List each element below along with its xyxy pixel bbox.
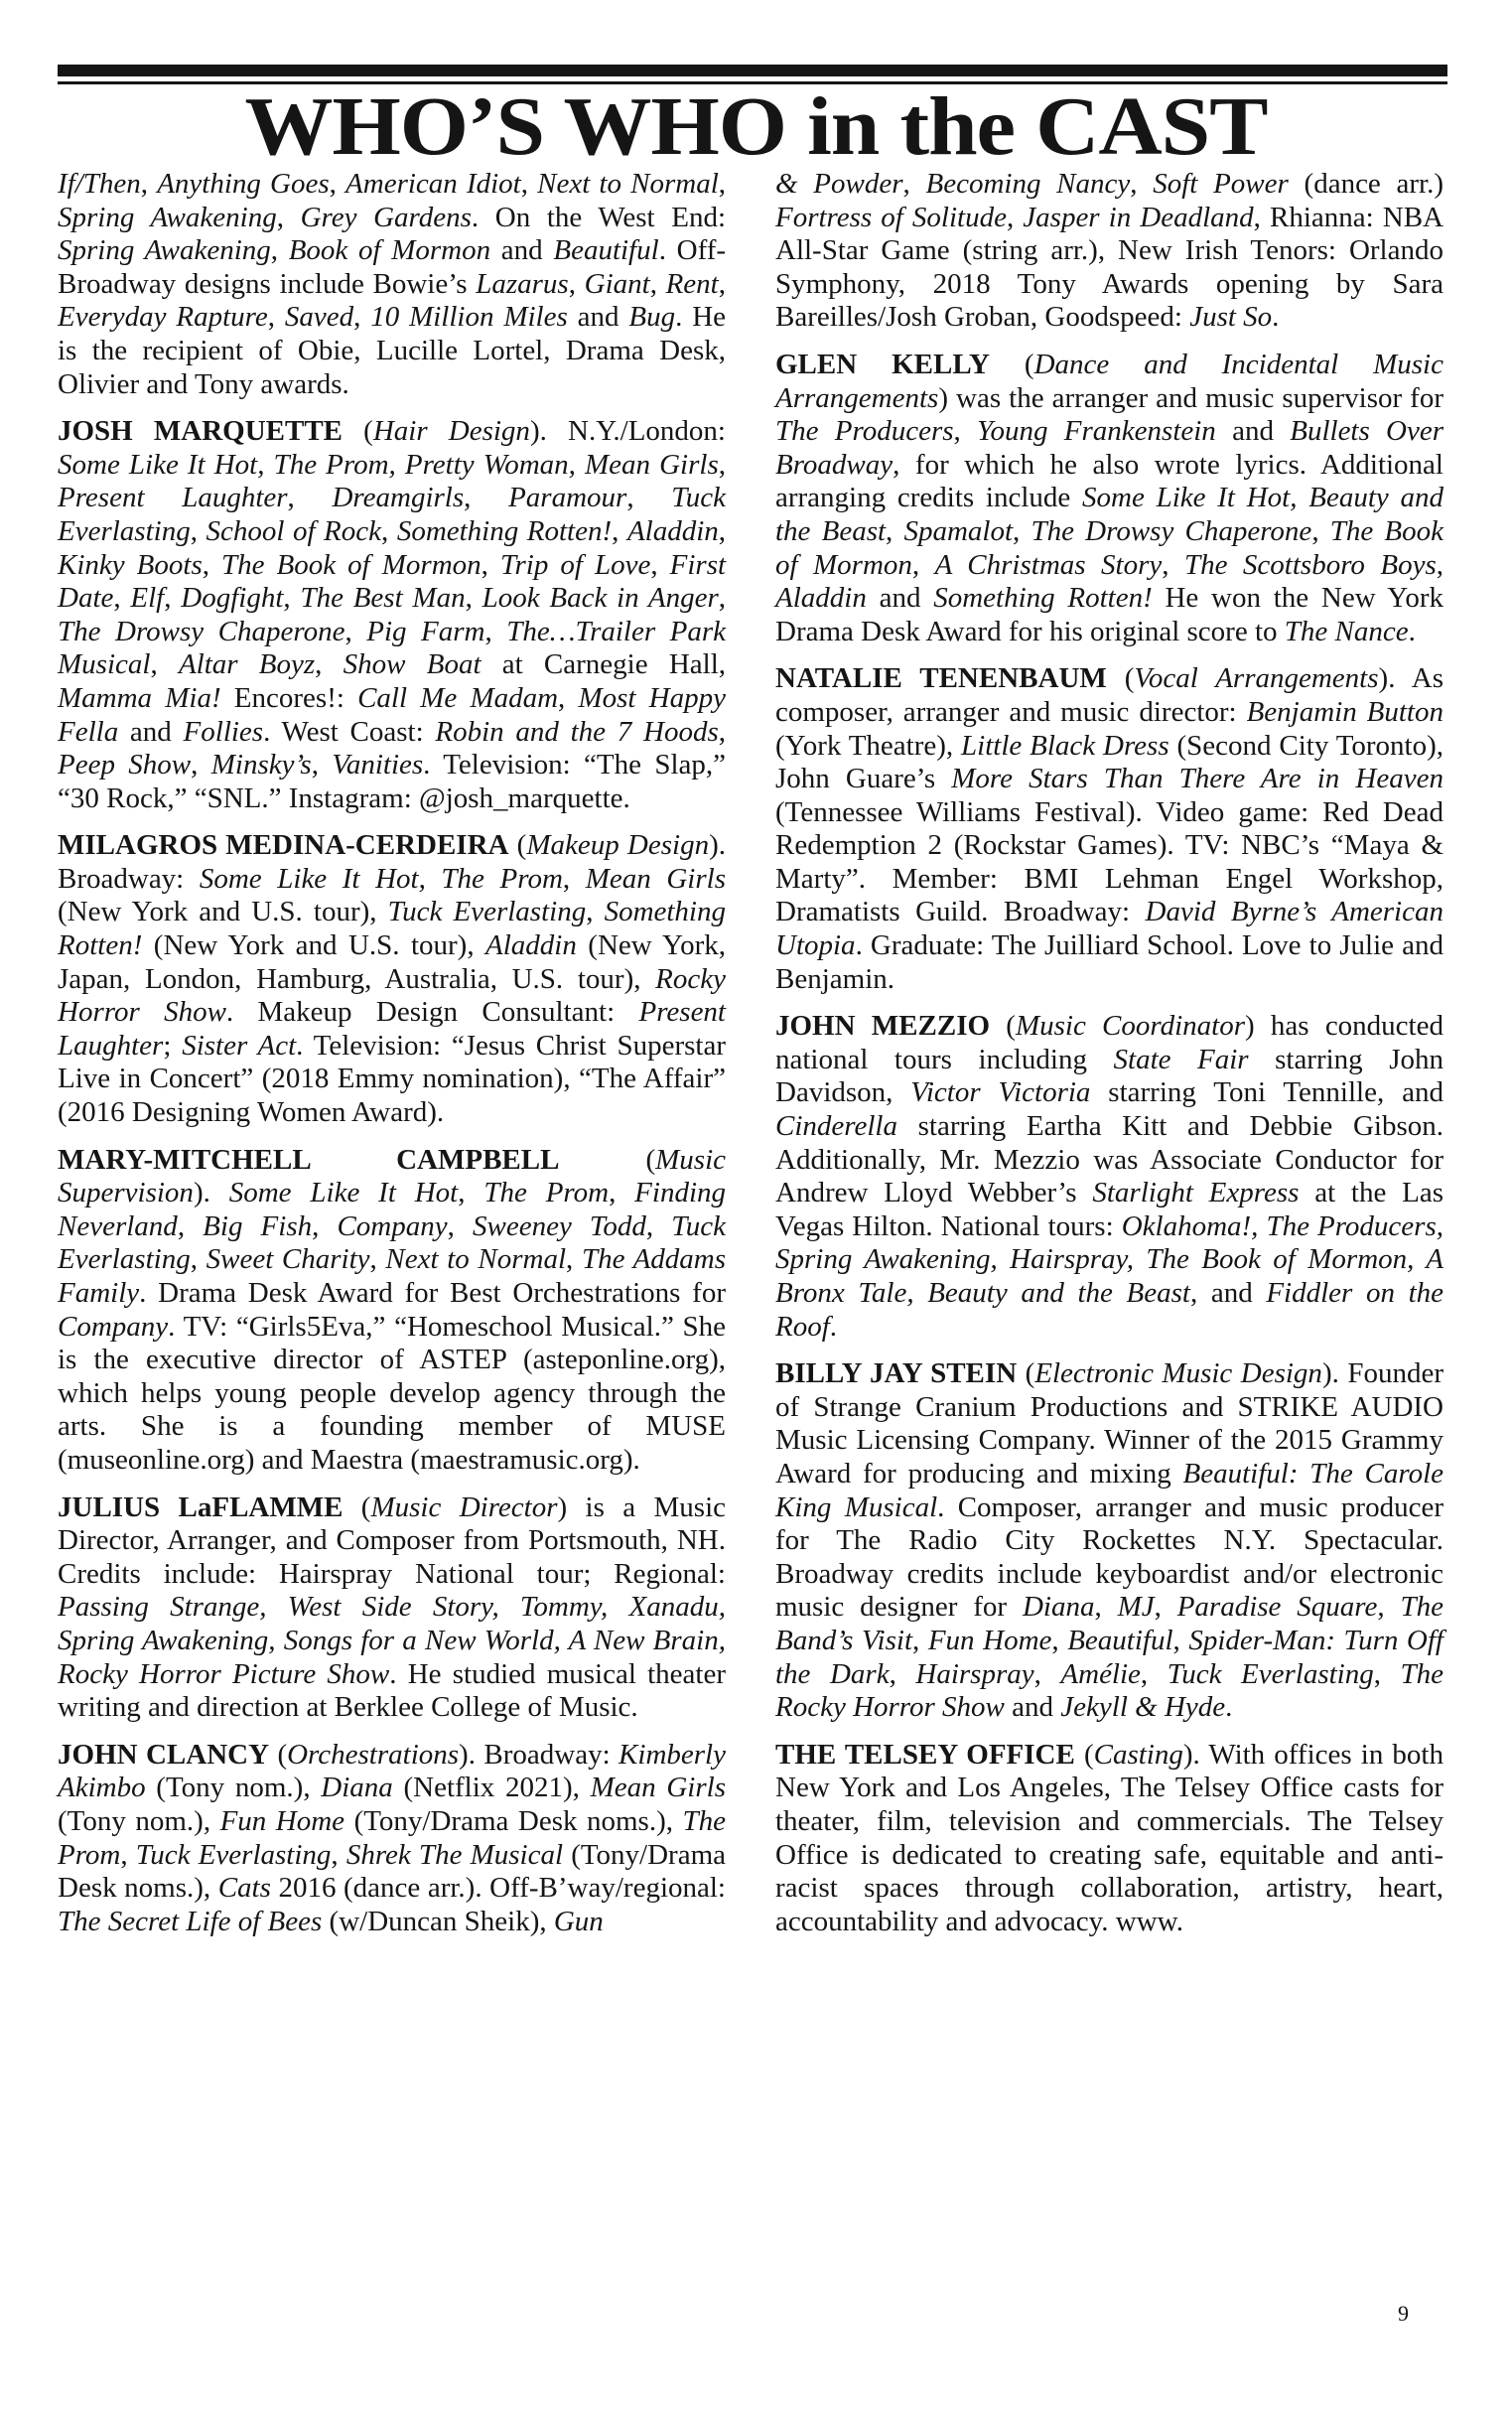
bio-title-italic: Fun Home — [927, 1624, 1052, 1656]
bio-text: , — [566, 1243, 582, 1276]
bio-title-italic: Cats — [217, 1872, 271, 1905]
bio-title-italic: Spring Awakening — [58, 201, 277, 233]
bio-text: and — [866, 582, 934, 615]
bio-title-italic: Diana — [1022, 1591, 1095, 1624]
bio-text: He won the New York Drama Desk Award for his original score to — [775, 582, 1443, 647]
bio-title-italic: Paramour — [508, 482, 627, 514]
bio-name: NATALIE TENENBAUM — [775, 662, 1107, 695]
bio-title-italic: The Rocky Horror Show — [775, 1657, 1444, 1724]
bio-name: MILAGROS MEDINA-CERDEIRA — [58, 829, 509, 862]
bio-text: (Tennessee Williams Festival). Video game: Red Dead Redemption 2 (Rockstar Games). TV: NBC’s “Maya & Marty”. Member: BMI Lehman Engel Workshop, Dramatists Guild. Broadway: — [775, 795, 1443, 928]
bio-text: , — [889, 1657, 916, 1690]
bio-title-italic: Jekyll & Hyde — [1060, 1691, 1226, 1724]
bio-title-italic: Fun Home — [219, 1804, 345, 1837]
bio-title-italic: Passing Strange, West Side Story, Tommy, Xanadu, Spring Awakening, Songs for a New World, A New Brain, Rocky Horror Picture Show — [58, 1591, 726, 1690]
bio-text: . Graduate: The Juilliard School. Love to Julie and Benjamin. — [775, 929, 1443, 995]
bio-title-italic: Tuck Everlasting — [58, 1209, 727, 1276]
bio-text: , — [645, 1209, 672, 1242]
bio-text: , — [953, 415, 978, 448]
bio-name: MARY-MITCHELL CAMPBELL — [58, 1143, 560, 1176]
bio-title-italic: Sweet Charity — [206, 1243, 370, 1276]
bio-role: Dance and Incidental Music Arrangements — [775, 348, 1443, 414]
bio-title-italic: Altar Boyz — [178, 648, 316, 681]
bio-title-italic: Mamma Mia! — [58, 681, 221, 714]
bio-text: . Broadway: — [468, 1738, 619, 1771]
bio-title-italic: The Book of Mormon — [775, 514, 1444, 581]
bio-text: (Second City Toronto), John Guare’s — [775, 729, 1444, 795]
bio-title-italic: Company — [58, 1310, 169, 1343]
bio-title-italic: Diana — [321, 1772, 393, 1804]
bio-text: at Carnegie Hall, — [481, 648, 727, 681]
bio-role: Music Coordinator — [1015, 1010, 1246, 1043]
bio-text: . — [203, 1177, 229, 1209]
bio-entry: JOHN MEZZIO (Music Coordinator) has conducted national tours including State Fair starring John Davidson, Victor Victoria starring Toni Tennille, and Cinderella starring Eartha Kitt and Debbie Gibson. Additionally, Mr. Mezzio was Associate Conductor for Andrew Lloyd Webber’s Starlight Express at the Las Vegas Hilton. National tours: Oklahoma!, The Producers, Spring Awakening, Hairspray, The Book of Mormon, A Bronx Tale, Beauty and the Beast, and Fiddler on the Roof. — [775, 1010, 1444, 1343]
bio-text: , — [270, 234, 289, 267]
bio-title-italic: The Drowsy Chaperone — [58, 615, 345, 647]
bio-text: (New York and U.S. tour), — [58, 896, 388, 928]
bio-role: Vocal Arrangements — [1134, 662, 1379, 695]
bio-title-italic: Aladdin — [775, 582, 867, 615]
bio-title-italic: & Powder — [775, 168, 903, 200]
bio-text: , — [113, 582, 131, 615]
bio-title-italic: The Nance — [1284, 615, 1409, 647]
bio-text: , — [718, 267, 726, 300]
bio-text: starring John Davidson, — [775, 1043, 1443, 1109]
bio-title-italic: Becoming Nancy — [925, 168, 1131, 200]
bio-text: , — [369, 1243, 386, 1276]
bio-title-italic: Peep Show — [58, 749, 192, 781]
bio-title-italic: Sister Act — [182, 1029, 297, 1062]
bio-text: (Tony/Drama Desk noms.), — [344, 1804, 683, 1837]
bio-title-italic: Jasper in Deadland — [1023, 201, 1254, 233]
bio-text: . Makeup Design Consultant: — [225, 996, 639, 1029]
bio-title-italic: MJ — [1117, 1591, 1155, 1624]
bio-text: , — [1033, 1657, 1061, 1690]
bio-role: Orchestrations — [287, 1738, 460, 1771]
bio-role: Music Director — [370, 1491, 558, 1523]
bio-text: starring Eartha Kitt and Debbie Gibson. Additionally, Mr. Mezzio was Associate Conductor for Andrew Lloyd Webber’s — [775, 1110, 1443, 1209]
bio-role: Casting — [1093, 1738, 1183, 1771]
bio-text: , — [1162, 548, 1184, 581]
bio-text: ; — [163, 1029, 183, 1062]
bio-title-italic: Something Rotten! — [396, 514, 613, 547]
bio-title-italic: Pig Farm — [366, 615, 485, 647]
bio-title-italic: If/Then — [58, 168, 141, 200]
bio-text: . Television: “Jesus Christ Superstar Live in Concert” (2018 Emmy nomination), “The Affair” (2016 Designing Women Award). — [58, 1029, 726, 1129]
bio-title-italic: Present Laughter — [58, 482, 288, 514]
bio-title-italic: Big Fish — [203, 1209, 313, 1242]
bio-title-italic: The Producers — [775, 415, 954, 448]
bio-entry: JOHN CLANCY (Orchestrations). Broadway: Kimberly Akimbo (Tony nom.), Diana (Netflix 2021), Mean Girls (Tony nom.), Fun Home (Tony/Drama Desk noms.), The Prom, Tuck Everlasting, Shrek The Musical (Tony/Drama Desk noms.), Cats 2016 (dance arr.). Off-B’way/regional: The Secret Life of Bees (w/Duncan Sheik), Gun — [58, 1738, 726, 1937]
bio-text: , — [202, 548, 222, 581]
bio-text: , — [902, 168, 926, 200]
bio-title-italic: Some Like It Hot, Beauty and the Beast — [775, 482, 1443, 547]
bio-text: . As composer, arranger and music director: — [775, 662, 1443, 728]
bio-title-italic: Kinky Boots — [58, 548, 203, 581]
bio-text: , — [465, 582, 482, 615]
bio-title-italic: Aladdin — [485, 929, 577, 962]
bio-title-italic: Victor Victoria — [910, 1076, 1091, 1109]
bio-title-italic: Something Rotten! — [58, 896, 726, 962]
bio-text: (w/Duncan Sheik), — [322, 1905, 554, 1937]
bio-title-italic: Grey Gardens — [300, 201, 472, 233]
bio-text: , — [568, 267, 585, 300]
bio-text: (New York and U.S. tour), — [142, 929, 486, 962]
bio-title-italic: Book of Mormon — [288, 234, 491, 267]
bio-title-italic: Follies — [183, 715, 264, 748]
bio-text: , — [1013, 514, 1031, 547]
bio-title-italic: Tuck Everlasting — [387, 896, 587, 928]
bio-entry: MILAGROS MEDINA-CERDEIRA (Makeup Design). Broadway: Some Like It Hot, The Prom, Mean Girls (New York and U.S. tour), Tuck Everlasting, Something Rotten! (New York and U.S. tour), Aladdin (New York, Japan, London, Hamburg, Australia, U.S. tour), Rocky Horror Show. Makeup Design Consultant: Present Laughter; Sister Act. Television: “Jesus Christ Superstar Live in Concert” (2018 Emmy nomination), “The Affair” (2016 Designing Women Award). — [58, 829, 726, 1129]
bio-title-italic: The Addams Family — [58, 1243, 727, 1309]
bio-text: , — [911, 548, 935, 581]
right-column — [775, 168, 1443, 1952]
bio-title-italic: Rocky Horror Show — [58, 962, 726, 1029]
bio-title-italic: More Stars Than There Are in Heaven — [951, 763, 1443, 795]
bio-text: . — [829, 1310, 838, 1343]
bio-title-italic: First Date — [58, 548, 727, 615]
bio-text: . — [1272, 301, 1280, 334]
bio-title-italic: Some Like It Hot, The Prom, Pretty Woman, Mean Girls — [58, 448, 719, 481]
bio-title-italic: Present Laughter — [58, 996, 726, 1062]
header-rule-thick — [58, 65, 1447, 76]
bio-text: , — [353, 301, 371, 334]
bio-text: (Netflix 2021), — [392, 1772, 591, 1804]
bio-title-italic: Dogfight — [181, 582, 284, 615]
bio-text: , — [1172, 1624, 1189, 1656]
bio-title-italic: The Scottsboro Boys — [1183, 548, 1437, 581]
bio-title-italic: School of Rock — [206, 514, 382, 547]
bio-text: , — [190, 514, 206, 547]
bio-title-italic: Gun — [553, 1905, 604, 1937]
bio-text: , — [140, 168, 158, 200]
bio-text: , Rhianna: NBA All-Star Game (string arr.), New Irish Tenors: Orlando Symphony, 2018 Tony Awards opening by Sara Bareilles/Josh Groban, Goodspeed: — [775, 201, 1443, 334]
bio-text: at the Las Vegas Hilton. National tours: — [775, 1177, 1443, 1242]
bio-text: , — [287, 482, 333, 514]
bio-text: , — [315, 648, 344, 681]
bio-name: JOSH MARQUETTE — [58, 415, 344, 448]
bio-role: Makeup Design — [526, 829, 710, 862]
page-number: 9 — [1398, 2301, 1409, 2326]
bio-title-italic: Finding Neverland — [58, 1177, 727, 1242]
bio-entry: BILLY JAY STEIN (Electronic Music Design). Founder of Strange Cranium Productions and STRIKE AUDIO Music Licensing Company. Winner of the 2015 Grammy Award for producing and mixing Beautiful: The Carole King Musical. Composer, arranger and music producer for The Radio City Rockettes N.Y. Spectacular. Broadway credits include keyboardist and/or electronic music designer for Diana, MJ, Paradise Square, The Band’s Visit, Fun Home, Beautiful, Spider-Man: Turn Off the Dark, Hairspray, Amélie, Tuck Everlasting, The Rocky Horror Show and Jekyll & Hyde. — [775, 1357, 1444, 1724]
bio-text: , — [1373, 1657, 1401, 1690]
bio-text: , — [458, 1177, 484, 1209]
bio-text: . — [1225, 1691, 1233, 1724]
bio-title-italic: Starlight Express — [1092, 1177, 1300, 1209]
bio-title-italic: Sweeney Todd — [473, 1209, 646, 1242]
bio-text: , — [276, 201, 301, 233]
bio-text: is a Music Director, Arranger, and Composer from Portsmouth, NH. Credits include: Hairspray National tour; Regional: — [58, 1491, 726, 1590]
bio-title-italic: American Idiot — [345, 168, 521, 200]
bio-entry: NATALIE TENENBAUM (Vocal Arrangements). As composer, arranger and music director: Benjamin Button (York Theatre), Little Black Dress (Second City Toronto), John Guare’s More Stars Than There Are in Heaven (Tennessee Williams Festival). Video game: Red Dead Redemption 2 (Rockstar Games). TV: NBC’s “Maya & Marty”. Member: BMI Lehman Engel Workshop, Dramatists Guild. Broadway: David Byrne’s American Utopia. Graduate: The Juilliard School. Love to Julie and Benjamin. — [775, 662, 1444, 995]
bio-text: , — [190, 1243, 206, 1276]
bio-text: , — [586, 896, 605, 928]
bio-text: and — [118, 715, 184, 748]
bio-text: , — [344, 615, 367, 647]
bio-name: JULIUS LaFLAMME — [58, 1491, 344, 1523]
bio-text: . He is the recipient of Obie, Lucille Lortel, Drama Desk, Olivier and Tony awards. — [58, 301, 727, 400]
bio-text: , — [562, 862, 586, 895]
bio-text: (York Theatre), — [775, 729, 962, 762]
bio-text: , for which he also wrote lyrics. Additional arranging credits include — [775, 448, 1443, 514]
bio-entry: JULIUS LaFLAMME (Music Director) is a Music Director, Arranger, and Composer from Portsmouth, NH. Credits include: Hairspray National tour; Regional: Passing Strange, West Side Story, Tommy, Xanadu, Spring Awakening, Songs for a New World, A New Brain, Rocky Horror Picture Show. He studied musical theater writing and direction at Berklee College of Music. — [58, 1491, 726, 1724]
bio-title-italic: Giant — [584, 267, 650, 300]
bio-text: , — [718, 582, 727, 615]
bio-title-italic: Next to Normal — [537, 168, 719, 200]
bio-title-italic: The Book of Mormon — [221, 548, 481, 581]
bio-text: . West Coast: — [263, 715, 436, 748]
bio-text: (Tony/Drama Desk noms.), — [58, 1838, 726, 1905]
bio-text: . With offices in both New York and Los Angeles, The Telsey Office casts for theater, film, television and commercials. The Telsey Office is dedicated to creating safe, equitable and anti-racist spaces through collaboration, artistry, heart, accountability and advocacy. www. — [775, 1738, 1443, 1937]
bio-title-italic: David Byrne’s American Utopia — [775, 896, 1443, 962]
bio-title-italic: Tuck Everlasting — [58, 482, 727, 547]
bio-title-italic: The Best Man — [300, 582, 466, 615]
bio-title-italic: Bullets Over Broadway — [775, 415, 1444, 481]
bio-title-italic: Benjamin Button — [1246, 695, 1443, 728]
bio-text: , — [1006, 201, 1024, 233]
bio-text: was the arranger and music supervisor for — [948, 381, 1443, 414]
bio-text: , — [481, 548, 500, 581]
bio-title-italic: Call Me Madam — [357, 681, 559, 714]
bio-title-italic: Paradise Square — [1176, 1591, 1378, 1624]
bio-text: (Tony nom.), — [145, 1772, 322, 1804]
bio-entry: THE TELSEY OFFICE (Casting). With offices in both New York and Los Angeles, The Telsey Office casts for theater, film, television and commercials. The Telsey Office is dedicated to creating safe, equitable and anti-racist spaces through collaboration, artistry, heart, accountability and advocacy. www. — [775, 1738, 1443, 1937]
bio-name: BILLY JAY STEIN — [775, 1357, 1018, 1390]
bio-text: , — [312, 1209, 338, 1242]
bio-text: has conducted national tours including — [775, 1010, 1443, 1075]
bio-role: Hair Design — [372, 415, 530, 448]
bio-entry: MARY-MITCHELL CAMPBELL (Music Supervision). Some Like It Hot, The Prom, Finding Neverland, Big Fish, Company, Sweeney Todd, Tuck Everlasting, Sweet Charity, Next to Normal, The Addams Family. Drama Desk Award for Best Orchestrations for Company. TV: “Girls5Eva,” “Homeschool Musical.” She is the executive director of ASTEP (asteponline.org), which helps young people develop agency through the arts. She is a founding member of MUSE (museonline.org) and Maestra (maestramusic.org). — [58, 1143, 727, 1476]
bio-text: , — [1130, 168, 1154, 200]
bio-text: , — [1094, 1591, 1118, 1624]
bio-title-italic: The Secret Life of Bees — [58, 1905, 323, 1937]
bio-text: . He studied musical theater writing and direction at Berklee College of Music. — [58, 1657, 726, 1724]
bio-title-italic: Shrek The Musical — [345, 1838, 564, 1871]
bio-title-italic: Some Like It Hot, The Prom — [199, 862, 563, 895]
bio-text: , — [1436, 548, 1444, 581]
bio-role: Electronic Music Design — [1034, 1357, 1322, 1390]
bio-title-italic: Just So — [1189, 301, 1273, 334]
bio-text: . Founder of Strange Cranium Productions and STRIKE AUDIO Music Licensing Company. Winner of the 2015 Grammy Award for producing and mixing — [775, 1357, 1443, 1490]
bio-text: , — [520, 168, 538, 200]
bio-text: , — [329, 168, 346, 200]
bio-text: . On the West End: — [471, 201, 727, 233]
bio-name: JOHN CLANCY — [58, 1738, 270, 1771]
bio-text: , — [267, 301, 285, 334]
bio-title-italic: Elf — [130, 582, 165, 615]
bio-title-italic: Young Frankenstein — [977, 415, 1216, 448]
bio-text: , — [191, 749, 211, 781]
bio-title-italic: Aladdin — [626, 514, 719, 547]
bio-title-italic: Anything Goes — [157, 168, 330, 200]
bio-text: and — [490, 234, 554, 267]
bio-text: and — [1215, 415, 1291, 448]
bio-text: , — [331, 1838, 346, 1871]
bio-title-italic: Some Like It Hot — [228, 1177, 459, 1209]
page-title: WHO’S WHO in the CAST — [244, 80, 1268, 173]
bio-title-italic: Fiddler on the Roof — [775, 1277, 1444, 1343]
bio-text: . Broadway: — [58, 829, 726, 895]
bio-title-italic: Mean Girls — [590, 1772, 726, 1804]
bio-title-italic: The Band’s Visit — [775, 1591, 1444, 1656]
bio-text: , — [447, 1209, 473, 1242]
bio-text: , — [150, 648, 179, 681]
bio-text: , — [484, 615, 507, 647]
bio-name: JOHN MEZZIO — [775, 1010, 991, 1043]
bio-text: (dance arr.) — [1288, 168, 1444, 200]
bio-text: . Off-Broadway designs include Bowie’s — [58, 234, 727, 300]
bio-name: THE TELSEY OFFICE — [775, 1738, 1075, 1771]
bio-text: . — [1408, 615, 1416, 647]
bio-entry: GLEN KELLY (Dance and Incidental Music Arrangements) was the arranger and music supervisor for The Producers, Young Frankenstein and Bullets Over Broadway, for which he also wrote lyrics. Additional arranging credits include Some Like It Hot, Beauty and the Beast, Spamalot, The Drowsy Chaperone, The Book of Mormon, A Christmas Story, The Scottsboro Boys, Aladdin and Something Rotten! He won the New York Drama Desk Award for his original score to The Nance. — [775, 348, 1444, 647]
bio-text: , — [718, 448, 726, 481]
bio-title-italic: The Prom — [483, 1177, 610, 1209]
bio-text: , — [650, 548, 670, 581]
left-column — [58, 168, 726, 1952]
bio-title-italic: Everyday Rapture — [58, 301, 268, 334]
bio-title-italic: Beautiful: The Carole King Musical — [775, 1457, 1443, 1523]
bio-title-italic: Beautiful — [1067, 1624, 1173, 1656]
bio-title-italic: Tuck Everlasting — [1167, 1657, 1374, 1690]
bio-title-italic: Hairspray — [915, 1657, 1034, 1690]
bio-title-italic: Spider-Man: Turn Off the Dark — [775, 1624, 1443, 1690]
bio-entry: JOSH MARQUETTE (Hair Design). N.Y./London: Some Like It Hot, The Prom, Pretty Woman, Mean Girls, Present Laughter, Dreamgirls, Paramour, Tuck Everlasting, School of Rock, Something Rotten!, Aladdin, Kinky Boots, The Book of Mormon, Trip of Love, First Date, Elf, Dogfight, The Best Man, Look Back in Anger, The Drowsy Chaperone, Pig Farm, The…Trailer Park Musical, Altar Boyz, Show Boat at Carnegie Hall, Mamma Mia! Encores!: Call Me Madam, Most Happy Fella and Follies. West Coast: Robin and the 7 Hoods, Peep Show, Minsky’s, Vanities. Television: “The Slap,” “30 Rock,” “SNL.” Instagram: @josh_marquette. — [58, 415, 727, 814]
bio-title-italic: Vanities — [332, 749, 424, 781]
bio-title-italic: Company — [337, 1209, 448, 1242]
bio-title-italic: Show Boat — [343, 648, 481, 681]
bio-text: , — [283, 582, 301, 615]
bio-title-italic: Spring Awakening — [58, 234, 271, 267]
bio-title-italic: Trip of Love — [499, 548, 651, 581]
bio-title-italic: Tuck Everlasting — [135, 1838, 332, 1871]
bio-text: , — [464, 482, 509, 514]
bio-title-italic: Fortress of Solitude — [775, 201, 1007, 233]
bio-text: , — [1140, 1657, 1168, 1690]
bio-text: . Television: “The Slap,” “30 Rock,” “SNL.” Instagram: @josh_marquette. — [58, 749, 727, 814]
bio-title-italic: A Christmas Story — [934, 548, 1163, 581]
bio-text: , — [718, 715, 726, 748]
bio-title-italic: The…Trailer Park Musical — [58, 615, 727, 681]
bio-title-italic: 10 Million Miles — [370, 301, 568, 334]
bio-text: . N.Y./London: — [539, 415, 726, 448]
bio-title-italic: The Prom — [58, 1804, 726, 1871]
bio-title-italic: Next to Normal — [385, 1243, 567, 1276]
bio-title-italic: Lazarus — [476, 267, 569, 300]
bio-title-italic: Saved — [284, 301, 354, 334]
bio-title-italic: Beautiful — [553, 234, 659, 267]
bio-title-italic: State Fair — [1113, 1043, 1249, 1075]
bio-text: . TV: “Girls5Eva,” “Homeschool Musical.” She is the executive director of ASTEP (asteponline.org), which helps young people develop agency through the arts. She is a founding member of MUSE (museonline.org) and Maestra (maestramusic.org). — [58, 1310, 726, 1476]
bio-text: , — [649, 267, 666, 300]
bio-title-italic: Dreamgirls — [332, 482, 465, 514]
bio-text: . Composer, arranger and music producer for The Radio City Rockettes N.Y. Spectacular. Broadway credits include keyboardist and/or electronic music designer for — [775, 1491, 1443, 1624]
bio-text: , — [718, 514, 727, 547]
bio-text: , — [1311, 514, 1330, 547]
bio-title-italic: Kimberly Akimbo — [58, 1738, 726, 1804]
bio-text: , — [558, 681, 579, 714]
bio-title-italic: Bug — [628, 301, 676, 334]
bio-text: , — [609, 1177, 635, 1209]
bio-text: 2016 (dance arr.). Off-B’way/regional: — [270, 1872, 726, 1905]
bio-text: and — [1004, 1691, 1061, 1724]
bio-title-italic: Minsky’s — [210, 749, 312, 781]
bio-text: , — [177, 1209, 204, 1242]
bio-title-italic: Mean Girls — [585, 862, 726, 895]
bio-title-italic: Soft Power — [1153, 168, 1289, 200]
bio-entry — [58, 168, 726, 401]
bio-title-italic: Something Rotten! — [933, 582, 1153, 615]
bio-text: , — [311, 749, 333, 781]
bio-text: , — [1154, 1591, 1177, 1624]
bio-text: , — [612, 514, 627, 547]
bio-text: , — [381, 514, 397, 547]
bio-title-italic: Cinderella — [775, 1110, 897, 1143]
bio-role: Music Supervision — [58, 1143, 726, 1209]
bio-title-italic: The Drowsy Chaperone — [1031, 514, 1312, 547]
bio-entry — [775, 168, 1443, 335]
bio-title-italic: Oklahoma!, The Producers, Spring Awakening, Hairspray, The Book of Mormon, A Bronx Tale, Beauty and the Beast — [775, 1209, 1443, 1309]
bio-title-italic: Rent — [665, 267, 719, 300]
bio-text: , — [1377, 1591, 1401, 1624]
bio-text: , and — [1189, 1277, 1267, 1309]
bio-text: . Drama Desk Award for Best Orchestrations for — [139, 1277, 726, 1309]
bio-text: (New York, Japan, London, Hamburg, Australia, U.S. tour), — [58, 929, 726, 995]
bio-text: , — [120, 1838, 136, 1871]
bio-title-italic: Robin and the 7 Hoods — [435, 715, 719, 748]
bio-title-italic: Look Back in Anger — [481, 582, 719, 615]
bio-title-italic: Spamalot — [903, 514, 1014, 547]
bio-text: , — [164, 582, 182, 615]
bio-text: (Tony nom.), — [58, 1804, 220, 1837]
bio-text: , — [886, 514, 904, 547]
bio-title-italic: Little Black Dress — [961, 729, 1169, 762]
bio-text: , — [912, 1624, 928, 1656]
bio-text: and — [567, 301, 629, 334]
bio-title-italic: Most Happy Fella — [58, 681, 726, 748]
bio-name: GLEN KELLY — [775, 348, 990, 380]
bio-text: Encores!: — [220, 681, 358, 714]
bio-text: , — [718, 168, 727, 200]
bio-title-italic: Amélie — [1060, 1657, 1141, 1690]
bio-text: starring Toni Tennille, and — [1090, 1076, 1443, 1109]
bio-text: , — [1051, 1624, 1068, 1656]
bio-text: , — [626, 482, 672, 514]
